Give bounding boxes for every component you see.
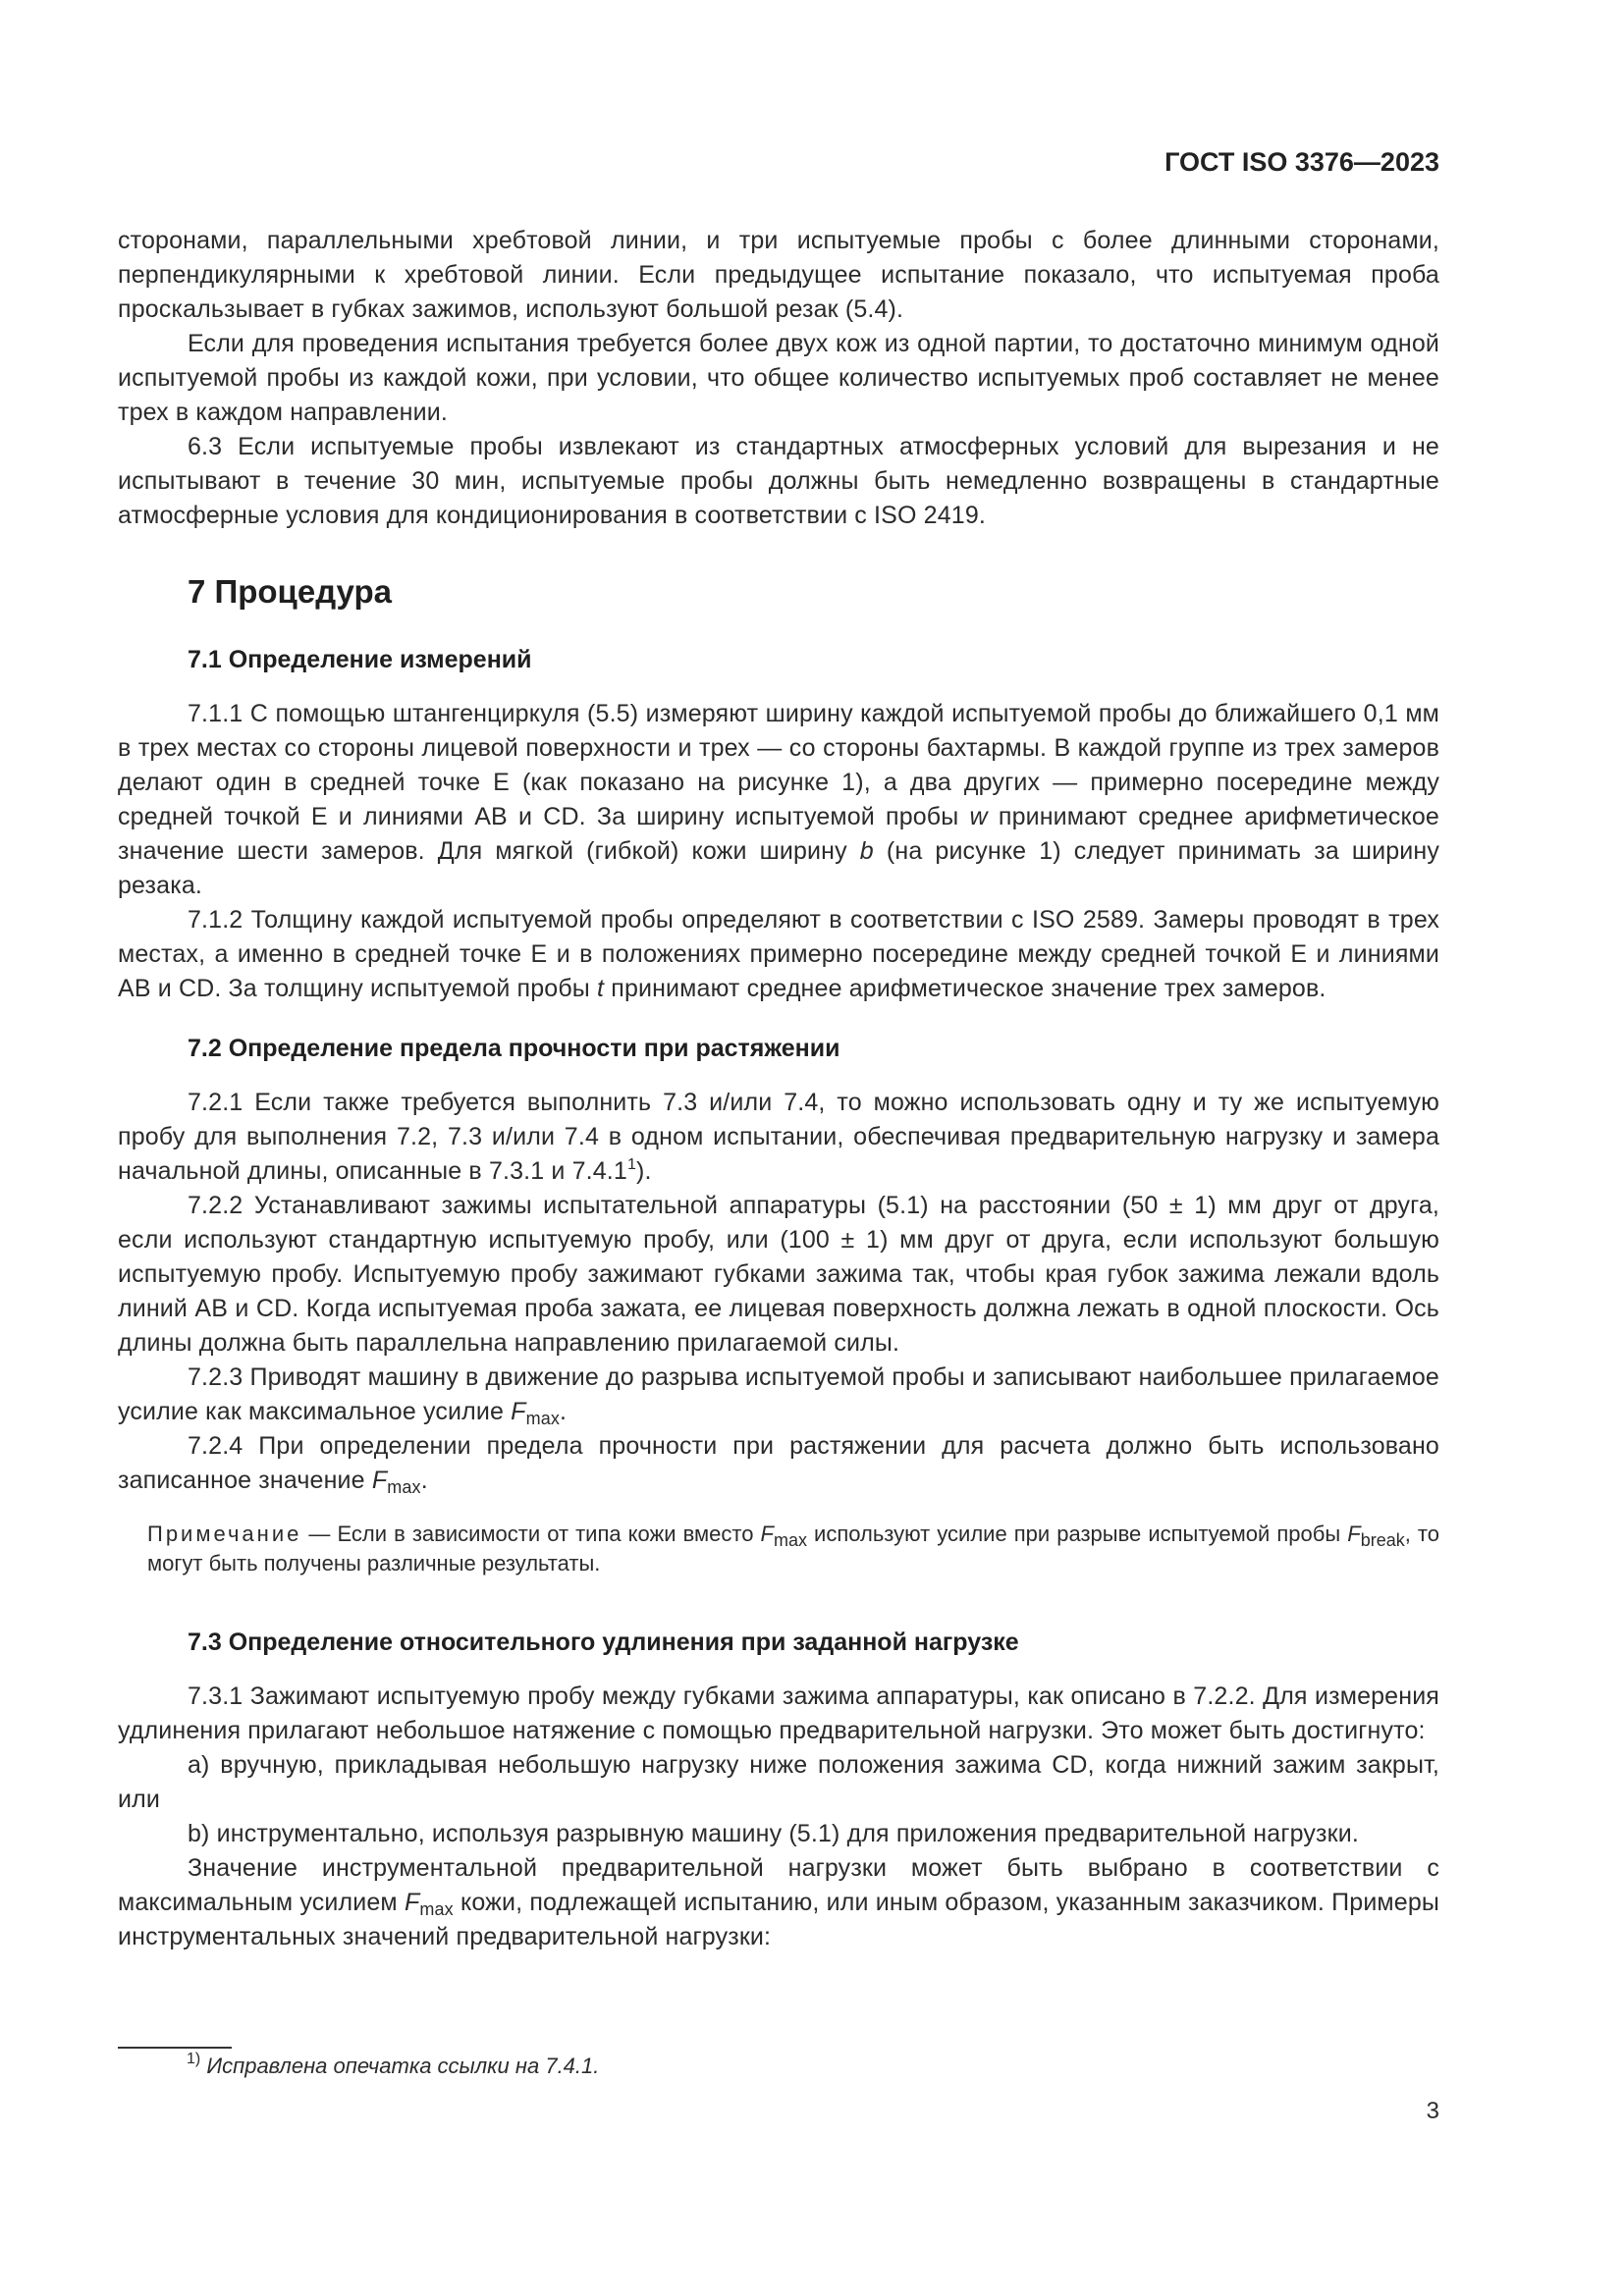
paragraph-7-3-1-preload: Значение инструментальной предварительной нагрузки может быть выбрано в соответствии с максимальным усилием $F_{max}$ кожи, подлежащей испытанию, или иным образом, указанным заказчиком. Примеры инструментальных значений предварительной нагрузки: bbox=[118, 1854, 1439, 1950]
document-header: ГОСТ ISO 3376—2023 bbox=[1164, 147, 1439, 177]
page-number: 3 bbox=[1426, 2098, 1439, 2124]
paragraph-7-3-1: 7.3.1 Зажимают испытуемую пробу между губками зажима аппаратуры, как описано в 7.2.2. Для измерения удлинения прилагают небольшое натяжение с помощью предварительной нагрузки. Это может быть достигнуто: bbox=[118, 1682, 1439, 1744]
footnote-divider bbox=[118, 2047, 232, 2049]
section-7-2-heading: 7.2 Определение предела прочности при растяжении bbox=[188, 1035, 840, 1062]
paragraph-6-2-continued: сторонами, параллельными хребтовой линии, и три испытуемые пробы с более длинными сторонами, перпендикулярными к хребтовой линии. Если предыдущее испытание показало, что испытуемая проба проскальзывает в губках зажимов, используют большой резак (5.4). bbox=[118, 227, 1439, 323]
paragraph-6-3: 6.3 Если испытуемые пробы извлекают из стандартных атмосферных условий для вырезания и не испытывают в течение 30 мин, испытуемые пробы должны быть немедленно возвращены в стандартные атмосферные условия для кондиционирования в соответствии с ISO 2419. bbox=[118, 433, 1439, 529]
paragraph-6-2-extra: Если для проведения испытания требуется более двух кож из одной партии, то достаточно минимум одной испытуемой пробы из каждой кожи, при условии, что общее количество испытуемых проб составляет не менее трех в каждом направлении. bbox=[118, 330, 1439, 426]
footnote-marker: 1) bbox=[187, 2051, 201, 2067]
note-label: Примечание bbox=[147, 1522, 302, 1546]
footnote bbox=[187, 2052, 599, 2081]
footnote-reference: 1 bbox=[626, 1156, 637, 1173]
note-7-2: Примечание — Если в зависимости от типа кожи вместо $F_{max}$ используют усилие при разрыве испытуемой пробы $F_{break}$, то могут быть получены различные результаты. bbox=[147, 1522, 1439, 1575]
paragraph-7-2-1: 7.2.1 Если также требуется выполнить 7.3 и/или 7.4, то можно использовать одну и ту же испытуемую пробу для выполнения 7.2, 7.3 и/или 7.4 в одном испытании, обеспечивая предварительную нагрузку и замера начальной длины, описанные в 7.3.1 и 7.4.1$^1$). bbox=[118, 1089, 1439, 1185]
paragraph-7-2-3: 7.2.3 Приводят машину в движение до разрыва испытуемой пробы и записывают наибольшее прилагаемое усилие как максимальное усилие $F_{max}$. bbox=[118, 1363, 1439, 1428]
section-7-heading: 7 Процедура bbox=[188, 573, 392, 610]
document-page bbox=[118, 0, 1439, 2296]
footnote-text: Исправлена опечатка ссылки на 7.4.1. bbox=[206, 2054, 600, 2078]
list-item-a: a) вручную, прикладывая небольшую нагрузку ниже положения зажима CD, когда нижний зажим закрыт, или bbox=[118, 1751, 1439, 1813]
page-content bbox=[118, 224, 1439, 1954]
paragraph-7-2-2: 7.2.2 Устанавливают зажимы испытательной аппаратуры (5.1) на расстоянии (50 ± 1) мм друг от друга, если используют стандартную испытуемую пробу, или (100 ± 1) мм друг от друга, если используют большую испытуемую пробу. Испытуемую пробу зажимают губками зажима так, чтобы края губок зажима лежали вдоль линий АВ и CD. Когда испытуемая проба зажата, ее лицевая поверхность должна лежать в одной плоскости. Ось длины должна быть параллельна направлению прилагаемой силы. bbox=[118, 1192, 1439, 1357]
paragraph-7-1-1: 7.1.1 С помощью штангенциркуля (5.5) измеряют ширину каждой испытуемой пробы до ближайшего 0,1 мм в трех местах со стороны лицевой поверхности и трех — со стороны бахтармы. В каждой группе из трех замеров делают один в средней точке Е (как показано на рисунке 1), а два других — примерно посередине между средней точкой Е и линиями АВ и CD. За ширину испытуемой пробы w принимают среднее арифметическое значение шести замеров. Для мягкой (гибкой) кожи ширину b (на рисунке 1) следует принимать за ширину резака. bbox=[118, 700, 1439, 899]
section-7-1-heading: 7.1 Определение измерений bbox=[188, 646, 532, 673]
paragraph-7-1-2: 7.1.2 Толщину каждой испытуемой пробы определяют в соответствии с ISO 2589. Замеры проводят в трех местах, а именно в средней точке Е и в положениях примерно посередине между средней точкой Е и линиями АВ и CD. За толщину испытуемой пробы t принимают среднее арифметическое значение трех замеров. bbox=[118, 906, 1439, 1002]
list-item-b: b) инструментально, используя разрывную машину (5.1) для приложения предварительной нагрузки. bbox=[188, 1820, 1359, 1847]
section-7-3-heading: 7.3 Определение относительного удлинения при заданной нагрузке bbox=[188, 1629, 1019, 1656]
paragraph-7-2-4: 7.2.4 При определении предела прочности при растяжении для расчета должно быть использовано записанное значение $F_{max}$. bbox=[118, 1432, 1439, 1497]
